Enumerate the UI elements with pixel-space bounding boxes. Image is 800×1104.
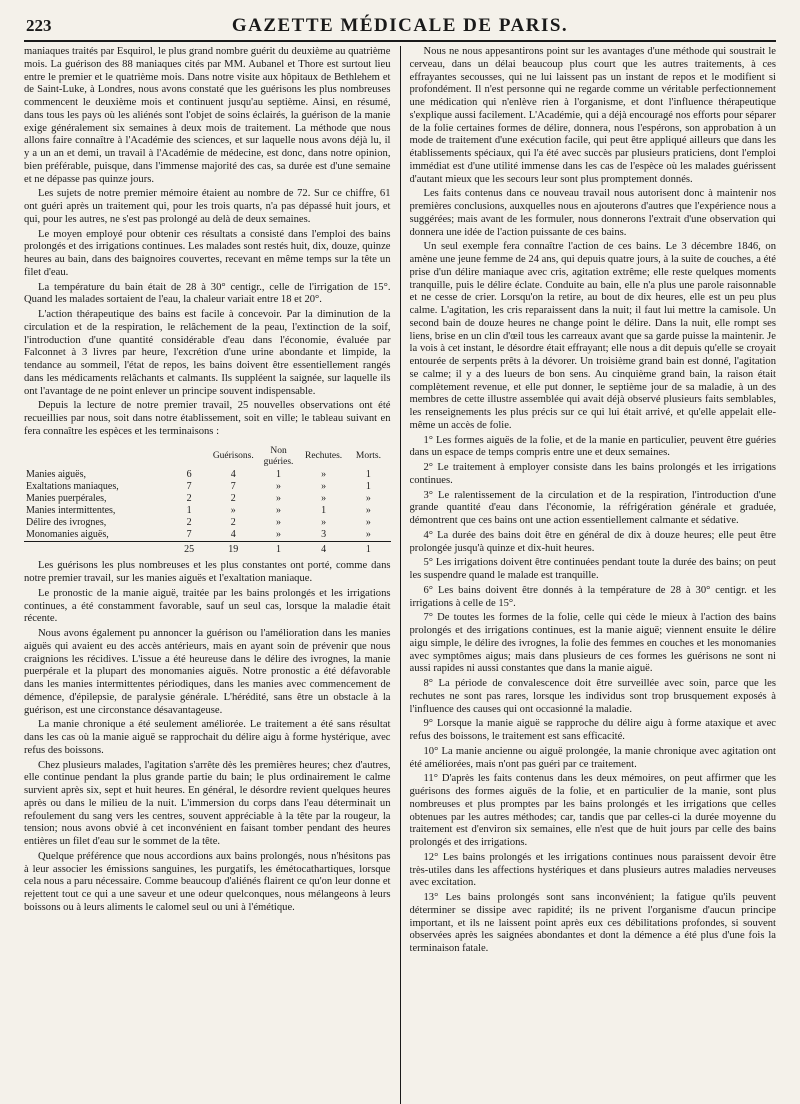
table-cell: 1 — [321, 505, 327, 517]
paragraph: La température du bain était de 28 à 30° centigr., celle de l'irrigation de 15°. Quand les malades sortaient de l'eau, la chaleur variait entre 18 et 20°. — [24, 281, 391, 306]
table-cell: 7 — [186, 529, 192, 541]
row-label: Manies puerpérales, — [26, 493, 107, 505]
paragraph: Nous avons également pu annoncer la guérison ou l'amélioration dans les manies aiguës qui avaient eu des accès antérieurs, mais en ayant soin de prévenir que nous craignions les récidives. L'issue a été heureuse dans le délire des ivrognes, la manie puerpérale et la plupart des monomanies aiguës. Notre pronostic a été défavorable dans les manies intermittentes périodiques, dans les manies avec commencement de démence, d'épilepsie, de paralysie générale. L'hérédité, sans être un obstacle à la guérison, est une circonstance désavantageuse. — [24, 628, 391, 716]
table-cell: 1 — [276, 469, 282, 481]
total-cell: 1 — [256, 542, 301, 557]
paragraph: Quelque préférence que nous accordions aux bains prolongés, nous n'hésitons pas à leur associer les émissions sanguines, les purgatifs, les émétocathartiques, lorsque cela nous a paru nécessaire. Comme beaucoup d'aliénés flairent ce qu'on leur donne et rejettent tout ce qui a une saveur et une odeur quelconques, nous mélangeons à leurs boissons ou à leurs aliments le calomel seul ou uni à l'émétique. — [24, 850, 391, 913]
table-cell: » — [321, 481, 327, 493]
conclusion-item: 10° La manie ancienne ou aiguë prolongée, la manie chronique avec agitation ont été améliorées, mais n'ont pas guéri par ce traitement. — [409, 745, 776, 770]
table-cell: 7 — [230, 481, 236, 493]
total-cell: 4 — [301, 542, 346, 557]
table-cell: » — [365, 517, 371, 529]
table-cell: » — [276, 505, 282, 517]
table-cell: 1 — [365, 481, 371, 493]
journal-title: GAZETTE MÉDICALE DE PARIS. — [231, 15, 569, 36]
conclusion-item: 8° La période de convalescence doit être surveillée avec soin, parce que les rechutes ne sont pas rares, lorsque les individus sont trop brusquement exposés à l'influence des causes qui ont occasionné la maladie. — [409, 678, 776, 715]
paragraph: Le moyen employé pour obtenir ces résultats a consisté dans l'emploi des bains prolongés et des irrigations continues. Les malades sont restés huit, dix, douze, quinze heures au bain, dans des baignoires couvertes, recevant en même temps sur la tête un filet d'eau. — [24, 228, 391, 278]
table-cell: » — [276, 517, 282, 529]
left-column — [24, 46, 391, 1104]
row-label: Exaltations maniaques, — [26, 481, 119, 493]
conclusion-item: 11° D'après les faits contenus dans les deux mémoires, on peut affirmer que les guérisons des formes aiguës de la folie, et en particulier de la manie, sont plus nombreuses et plus promptes par les bains prolongés et les irrigations que celles obtenues par les autres méthodes; car, tandis que par celles-ci la durée moyenne du traitement est d'environ six semaines, elle n'est que de huit jours par celle des bains prolongés et des irrigations. — [409, 773, 776, 848]
table-cell: » — [365, 493, 371, 505]
table-cell: 4 — [230, 469, 236, 481]
conclusion-item: 6° Les bains doivent être donnés à la température de 28 à 30° centigr. et les irrigations à celle de 15°. — [409, 584, 776, 609]
row-label: Monomanies aiguës, — [26, 529, 109, 541]
paragraph: Un seul exemple fera connaître l'action de ces bains. Le 3 décembre 1846, on amène une jeune femme de 24 ans, qui depuis quatre jours, à la suite de couches, a été prise d'un délire maniaque avec cris, agitation extrême; elle reste quelques moments tranquille, puis le délire éclate. Conduite au bain, elle n'a plus une parole raisonnable et ne cesse de crier. Lorsqu'on la retire, au bout de dix heures, elle est un peu plus calme. L'agitation, les cris reparaissent dans la nuit; il faut lui mettre la camisole. Un second bain de douze heures ne change point le délire. Dans la nuit, elle rompt ses liens, brise en un clin d'œil tous les carreaux avant que sa garde puisse la maintenir. Je la vois à cet instant, le désordre était effrayant; elle nous a dit depuis qu'elle se croyait entourée de serpents prêts à la dévorer. Un troisième grand bain est donné, l'agitation se calme; il y a des lueurs de bon sens. Au cinquième grand bain, la raison était complètement revenue, et elle put donner, le septième jour de sa maladie, à un des membres de cette illustre assemblée qui avait déjà observé plusieurs faits semblables, les renseignements les plus précis sur ce qui lui était arrivé, et qu'elle appelait elle-même un accès de folie. — [409, 241, 776, 431]
table-row — [24, 481, 391, 493]
paragraph: Les guérisons les plus nombreuses et les plus constantes ont porté, comme dans notre premier travail, sur les manies aiguës et l'exaltation maniaque. — [24, 560, 391, 585]
table-row — [24, 493, 391, 505]
col-header-morts: Morts. — [355, 451, 381, 462]
table-cell: 2 — [186, 493, 192, 505]
paragraph: L'action thérapeutique des bains est facile à concevoir. Par la diminution de la circulation et de la respiration, le relâchement de la peau, l'extinction de la soif, l'introduction d'une quantité considérable d'eau dans l'économie, évaluée par Falconnet à 3 livres par heure, l'excrétion d'une urine abondante et limpide, la tendance au sommeil, l'état de repos, les bains doivent être essentiellement rangés dans les médicaments relâchants et calmants. Ils suppléent la saignée, sur laquelle ils ont l'avantage de ne point enlever un principe souvent indispensable. — [24, 309, 391, 397]
row-label: Manies intermittentes, — [26, 505, 116, 517]
column-divider — [400, 46, 401, 1104]
row-label: Manies aiguës, — [26, 469, 86, 481]
col-header-rechutes: Rechutes. — [304, 451, 343, 462]
table-cell: 2 — [186, 517, 192, 529]
paragraph: Les sujets de notre premier mémoire étaient au nombre de 72. Sur ce chiffre, 61 ont guéri après un traitement qui, pour les trois quarts, n'a pas dépassé huit jours, et qui, pour les autres, ne s'est pas prolongé au delà de deux semaines. — [24, 188, 391, 225]
table-row — [24, 469, 391, 481]
table-row — [24, 517, 391, 529]
conclusion-item: 7° De toutes les formes de la folie, celle qui cède le mieux à l'action des bains prolongés et des irrigations continues, est la manie aiguë; viennent ensuite le délire aigu simple, le délire des ivrognes, la folie des femmes en couches et les monomanies avec symptômes aigus; mais dans plusieurs de ces formes les guérisons ne sont ni aussi rapides ni aussi constantes que dans la manie aiguë. — [409, 612, 776, 675]
paragraph: Depuis la lecture de notre premier travail, 25 nouvelles observations ont été recueillies par nous, soit dans notre établissement, soit en ville; le tableau suivant en fera connaître les espèces et les terminaisons : — [24, 400, 391, 437]
paragraph: Chez plusieurs malades, l'agitation s'arrête dès les premières heures; chez d'autres, elle continue pendant la plus grande partie du bain; le plus ordinairement le calme survient après six, sept et huit heures. En général, le désordre revient quelques heures après ou dans le milieu de la nuit. L'immersion du corps dans l'eau déterminait un refoulement du sang vers les centres, souvent appréciable à la tête par la rougeur, la tension; nous avons obvié à cet inconvénient en faisant tomber pendant des heures entières un filet d'eau sur le sommet de la tête. — [24, 759, 391, 848]
table-cell: » — [365, 529, 371, 541]
paragraph: maniaques traités par Esquirol, le plus grand nombre guérit du deuxième au quatrième mois. La guérison des 88 maniaques cités par MM. Aubanel et Thore est surtout lieu entre le premier et le quatrième mois. Dans notre visite aux hôpitaux de Bethlehem et de Saint-Luke, à Londres, nous avons constaté que les guérisons les plus nombreuses commencent le deuxième mois et continuent jusqu'au septième. Ainsi, en résumé, dans tous les pays où les aliénés sont l'objet de soins éclairés, la guérison de la manie exige généralement six semaines à deux mois de traitement. La méthode que nous allons faire connaître à l'Académie des sciences, et sur laquelle nous avons déjà lu, il y a un an et demi, un travail à l'Académie de médecine, est donc, dans notre opinion, bien préférable, puisque, dans l'immense majorité des cas, sa durée est d'une semaine et ne dépasse pas quinze jours. — [24, 46, 391, 185]
table-cell: 7 — [186, 481, 192, 493]
conclusion-item: 13° Les bains prolongés sont sans inconvénient; la fatigue qu'ils peuvent déterminer se dissipe avec rapidité; ils ne privent l'organisme d'aucun principe important, et ils ne laissent point après eux ces débilitations profondes, si souvent observées après les saignées abondantes et dont la démence a été plus d'une fois la terminaison fatale. — [409, 892, 776, 954]
table-cell: » — [321, 493, 327, 505]
table-cell: 2 — [230, 493, 236, 505]
row-label: Délire des ivrognes, — [26, 517, 107, 529]
page-number: 223 — [26, 16, 52, 35]
page-header — [24, 14, 776, 42]
table-cell: 2 — [230, 517, 236, 529]
table-row — [24, 505, 391, 517]
conclusion-item: 5° Les irrigations doivent être continuées pendant toute la durée des bains; on peut les suspendre quand le malade est tranquille. — [409, 557, 776, 581]
table-cell: 4 — [230, 529, 236, 541]
table-cell: 1 — [186, 505, 192, 517]
col-header-non-gueries: Non guéries. — [263, 445, 294, 467]
table-total-row — [24, 542, 391, 557]
table-header-row — [24, 445, 391, 470]
table-cell: » — [321, 469, 327, 481]
table-cell: 6 — [186, 469, 192, 481]
conclusion-item: 12° Les bains prolongés et les irrigations continues nous paraissent devoir être très-utiles dans les affections hystériques et dans plusieurs autres maladies nerveuses avec excitation. — [409, 851, 776, 889]
col-header-guerisons: Guérisons. — [212, 451, 254, 462]
table-cell: 1 — [365, 469, 371, 481]
table-body — [24, 469, 391, 556]
columns — [24, 46, 776, 1104]
table-cell: » — [230, 505, 236, 517]
total-cell: 1 — [346, 542, 390, 557]
table-cell: 3 — [321, 529, 327, 541]
conclusion-item: 2° Le traitement à employer consiste dans les bains prolongés et les irrigations continues. — [409, 462, 776, 486]
right-column — [410, 46, 777, 1104]
table-cell: » — [365, 505, 371, 517]
conclusion-item: 1° Les formes aiguës de la folie, et de la manie en particulier, peuvent être guéries dans un espace de temps compris entre une et deux semaines. — [409, 434, 776, 459]
total-cell: 25 — [168, 542, 210, 557]
paragraph: Nous ne nous appesantirons point sur les avantages d'une méthode qui soustrait le cerveau, dans un délai beaucoup plus court que les autres traitements, à ces effrayantes secousses, qui ne lui laissent pas un instant de repos et le modifient si profondément. Il n'est personne qui ne regarde comme un véritable perfectionnement une médication qui n'enlève rien à l'organisme, et dont l'influence thérapeutique s'explique aussi facilement. L'Académie, qui a déjà encouragé nos efforts pour séparer de la folie certaines formes de délire, donnera, nous l'espérons, son approbation à un mode de traitement d'une exécution facile, qui peut être appliqué ailleurs que dans les établissements spéciaux, qui l'a été avec succès par plusieurs praticiens, dont l'emploi immédiat est d'une utilité immense dans les cas de l'espèce où les malades guérissent d'autant mieux que les secours leur sont plus promptement donnés. — [409, 46, 776, 185]
statistics-table — [24, 445, 391, 557]
paragraph: Les faits contenus dans ce nouveau travail nous autorisent donc à maintenir nos premières conclusions, auxquelles nous en ajouterons d'autres que l'expérience nous a suggérées; mais avant de les formuler, nous donnerons l'extrait d'une observation qui donnera une idée de l'action puissante de ces bains. — [409, 188, 776, 238]
table-cell: » — [276, 529, 282, 541]
table-cell: » — [276, 481, 282, 493]
conclusion-item: 9° Lorsque la manie aiguë se rapproche du délire aigu à forme ataxique et avec refus des boissons, le traitement est sans efficacité. — [409, 718, 776, 742]
table-row — [24, 529, 391, 542]
paragraph: Le pronostic de la manie aiguë, traitée par les bains prolongés et les irrigations continues, a été constamment favorable, sauf un seul cas, lorsque la maladie était récente. — [24, 587, 391, 625]
conclusion-item: 4° La durée des bains doit être en général de dix à douze heures; elle peut être prolongée jusqu'à quinze et dix-huit heures. — [409, 529, 776, 554]
table-cell: » — [276, 493, 282, 505]
table-cell: » — [321, 517, 327, 529]
paragraph: La manie chronique a été seulement améliorée. Le traitement a été sans résultat dans les cas où la manie aiguë se rapprochait du délire aigu à forme hystérique, avec refus des boissons. — [24, 719, 391, 756]
conclusion-item: 3° Le ralentissement de la circulation et de la respiration, l'introduction d'une grande quantité d'eau dans l'économie, la réfrigération générale et graduée, démontrent que ces bains ont une action essentiellement calmante et sédative. — [409, 489, 776, 526]
total-cell: 19 — [210, 542, 256, 557]
